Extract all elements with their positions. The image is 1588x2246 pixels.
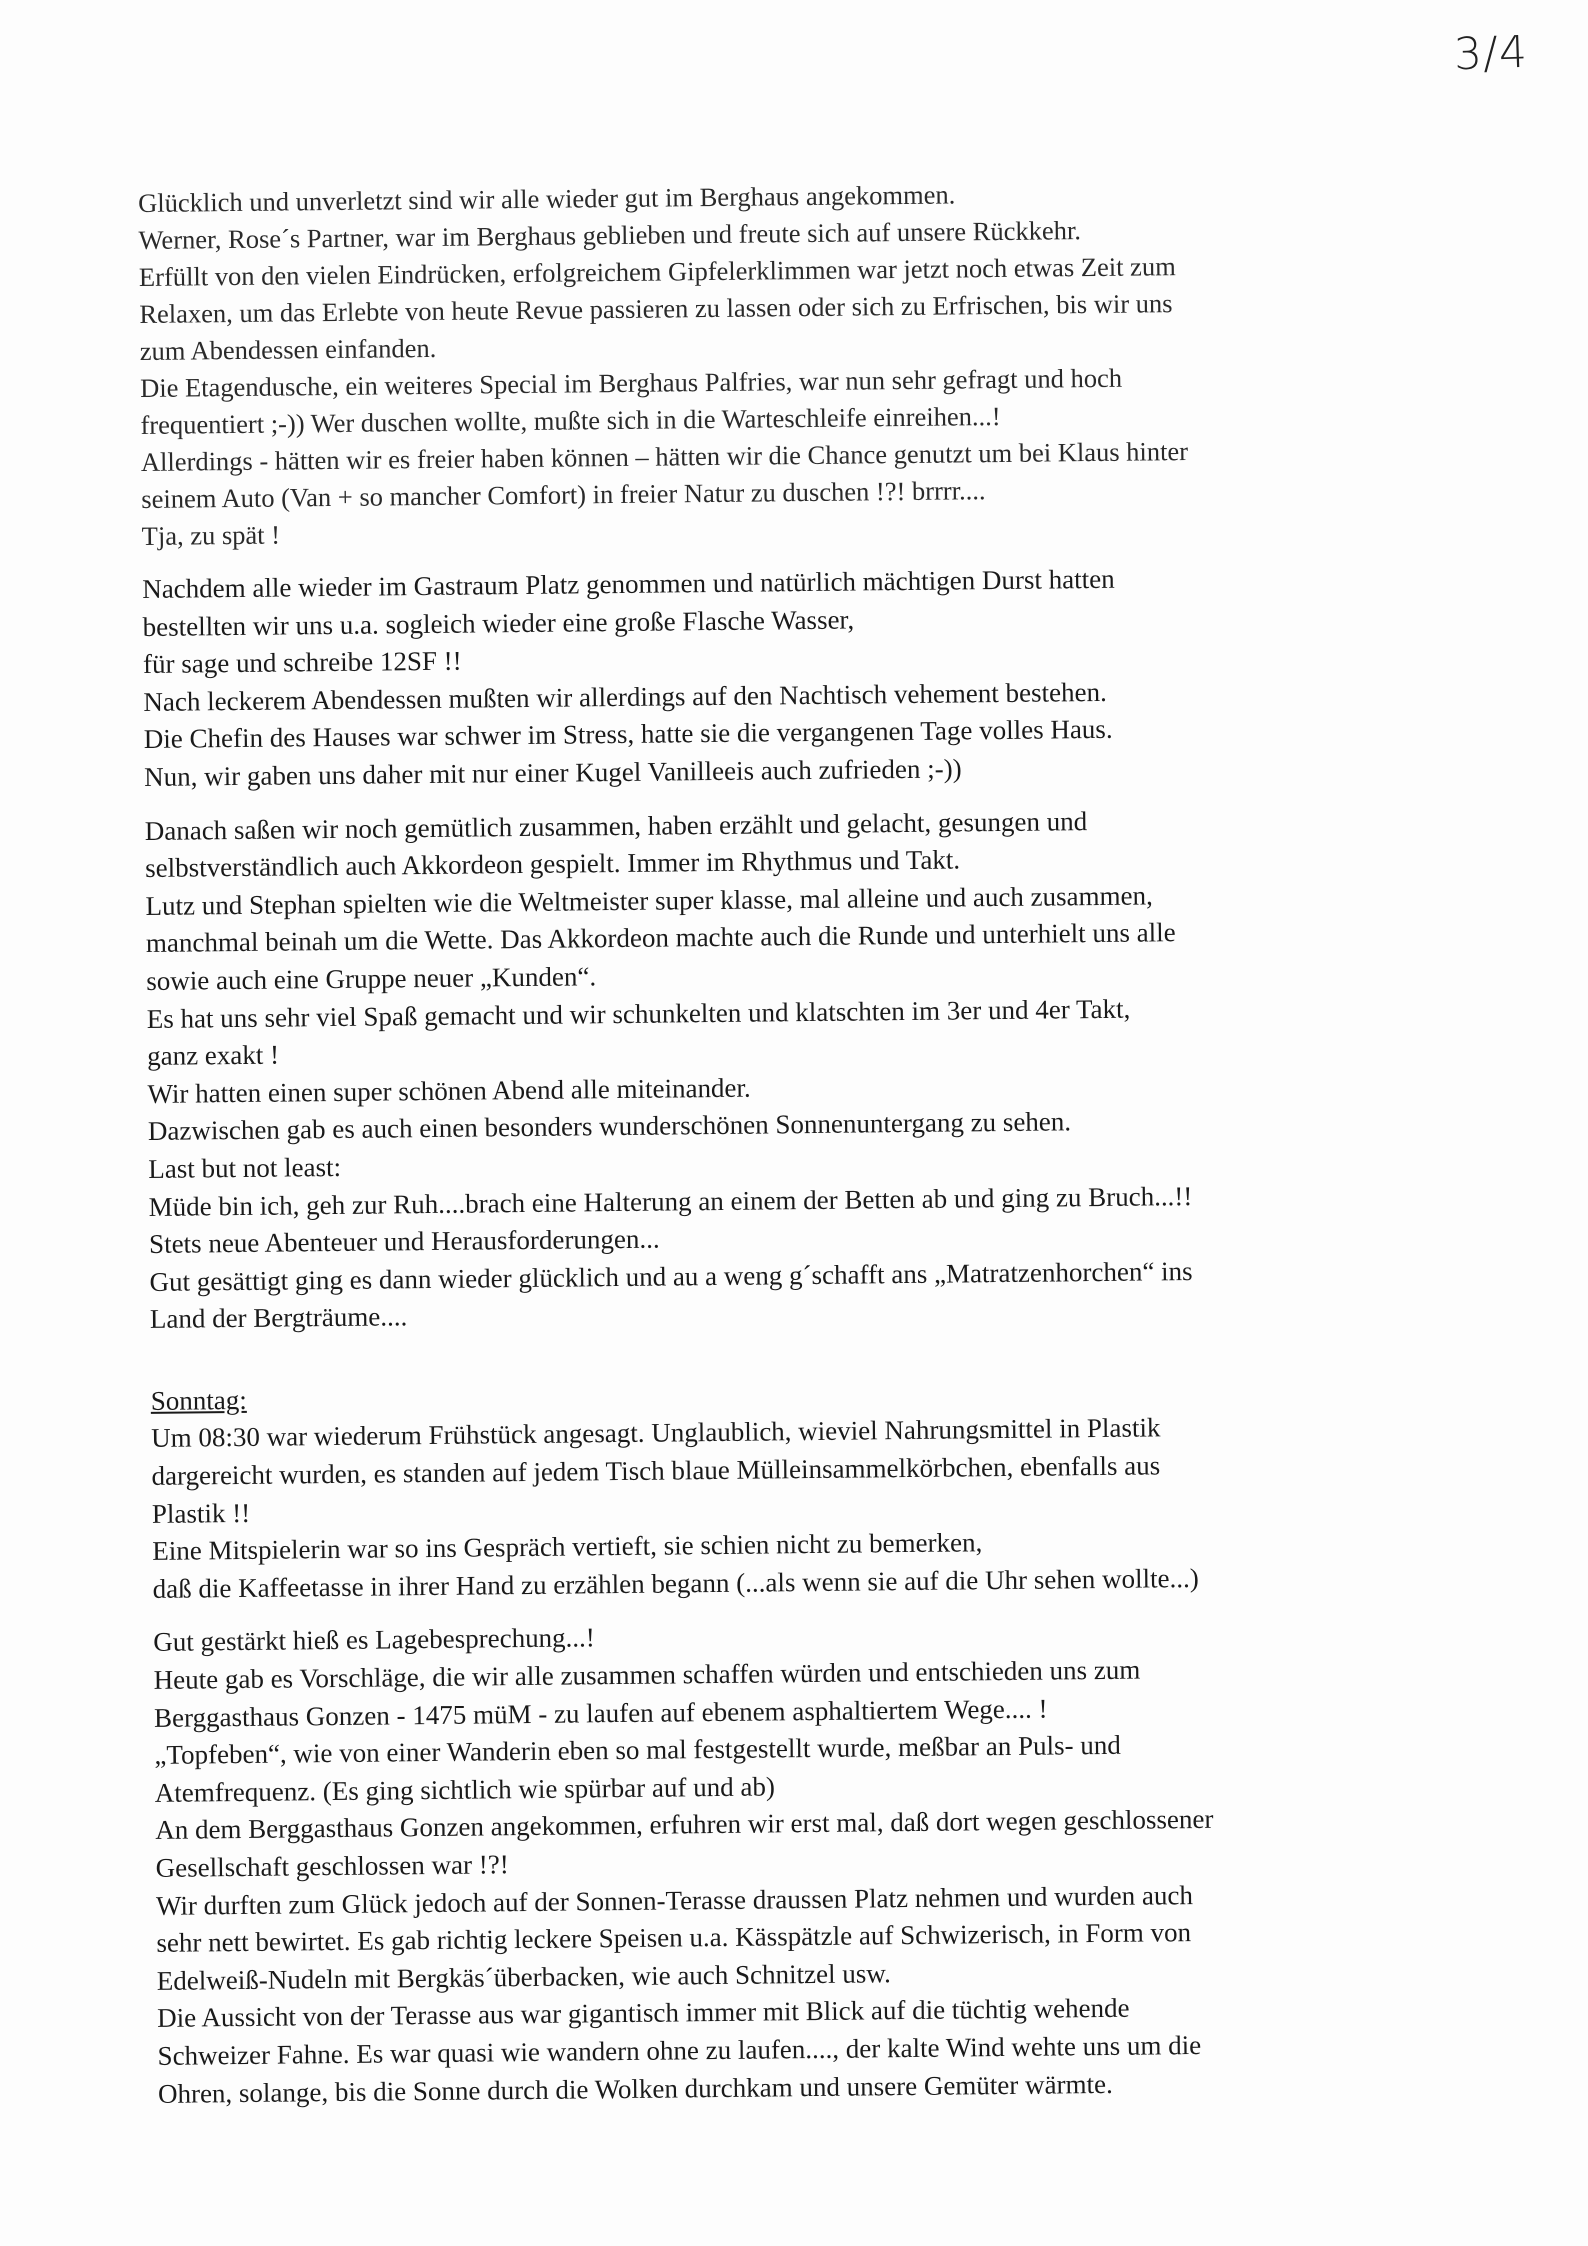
text-line: Nun, wir gaben uns daher mit nur einer Kugel Vanilleeis auch zufrieden ;-)) [144,753,962,792]
text-line: Gesellschaft geschlossen war !?! [155,1849,509,1883]
text-line: selbstverständlich auch Akkordeon gespielt. Immer im Rhythmus und Takt. [144,844,961,884]
text-line: Werner, Rose´s Partner, war im Berghaus geblieben und freute sich auf unsere Rückkehr. [138,215,1082,255]
text-line: Die Etagendusche, ein weiteres Special im Berghaus Palfries, war nun sehr gefragt und hoch [139,362,1123,403]
text-line: frequentiert ;-)) Wer duschen wollte, mußte sich in die Warteschleife einreihen...! [140,400,1001,440]
text-line: Atemfrequenz. (Es ging sichtlich wie spürbar auf und ab) [154,1771,776,1808]
text-line: manchmal beinah um die Wette. Das Akkordeon machte auch die Runde und unterhielt uns alle [145,917,1176,959]
text-line: Nachdem alle wieder im Gastraum Platz genommen und natürlich mächtigen Durst hatten [142,563,1115,604]
text-line: Last but not least: [148,1151,342,1184]
text-line: Müde bin ich, geh zur Ruh....brach eine Halterung an einem der Betten ab und ging zu Bruch...!! [148,1180,1193,1222]
text-line: daß die Kaffeetasse in ihrer Hand zu erzählen begann (...als wenn sie auf die Uhr sehen wollte...) [152,1562,1199,1604]
text-line: Gut gestärkt hieß es Lagebesprechung...! [153,1622,596,1658]
text-line: Gut gesättigt ging es dann wieder glücklich und au a weng g´schafft ans „Matratzenhorchen“ ins [149,1255,1193,1297]
text-line: Ohren, solange, bis die Sonne durch die Wolken durchkam und unsere Gemüter wärmte. [157,2068,1113,2109]
text-line: An dem Berggasthaus Gonzen angekommen, erfuhren wir erst mal, daß dort wegen geschlossener [155,1804,1214,1846]
text-line: sowie auch eine Gruppe neuer „Kunden“. [146,961,597,996]
text-line: Tja, zu spät ! [141,519,281,551]
text-line: Stets neue Abenteuer und Herausforderungen... [148,1223,660,1260]
paragraph [142,557,1444,796]
text-line: Erfüllt von den vielen Eindrücken, erfolgreichem Gipfelerklimmen war jetzt noch etwas Zeit zum [138,251,1176,292]
text-line: seinem Auto (Van + so mancher Comfort) in freier Natur zu duschen !?! brrrr.... [141,475,986,514]
text-line: dargereicht wurden, es standen auf jedem Tisch blaue Mülleinsammelkörbchen, ebenfalls aus [151,1450,1161,1491]
text-line: Edelweiß-Nudeln mit Bergkäs´überbacken, wie auch Schnitzel usw. [156,1957,891,1996]
text-line: Relaxen, um das Erlebte von heute Revue passieren zu lassen oder sich zu Erfrischen, bis wir uns [139,288,1173,329]
text-line: Nach leckerem Abendessen mußten wir allerdings auf den Nachtisch vehement bestehen. [143,676,1107,717]
text-line: Lutz und Stephan spielten wie die Weltmeister super klasse, mal alleine und auch zusammen, [145,880,1153,921]
text-line: Allerdings - hätten wir es freier haben können – hätten wir die Chance genutzt um bei Klaus hinter [140,436,1189,477]
saturday-section [138,171,1450,1338]
text-line: zum Abendessen einfanden. [139,332,437,366]
sunday-section [151,1407,1458,2113]
text-line: Es hat uns sehr viel Spaß gemacht und wir schunkelten und klatschten im 3er und 4er Takt, [146,993,1131,1034]
text-line: sehr nett bewirtet. Es gab richtig leckere Speisen u.a. Kässpätzle auf Schwizerisch, in Form von [156,1917,1192,1959]
text-line: Plastik !! [151,1497,251,1529]
page-number: 3/4 [1453,26,1529,81]
text-line: ganz exakt ! [146,1039,280,1072]
document-body [138,171,1458,2129]
text-line: „Topfeben“, wie von einer Wanderin eben so mal festgestellt wurde, meßbar an Puls- und [154,1730,1121,1771]
text-line: Berggasthaus Gonzen - 1475 müM - zu laufen auf ebenem asphaltiertem Wege.... ! [153,1693,1048,1733]
text-line: Eine Mitspielerin war so ins Gespräch vertieft, sie schien nicht zu bemerken, [152,1527,983,1567]
text-line: Wir hatten einen super schönen Abend alle miteinander. [147,1072,751,1109]
paragraph [145,799,1450,1339]
text-line: für sage und schreibe 12SF !! [142,645,462,680]
text-line: Dazwischen gab es auch einen besonders wunderschönen Sonnenuntergang zu sehen. [147,1106,1072,1147]
paragraph [151,1407,1453,1609]
text-line: Um 08:30 war wiederum Frühstück angesagt. Unglaublich, wieviel Nahrungsmittel in Plastik [150,1412,1161,1454]
text-line: Heute gab es Vorschläge, die wir alle zusammen schaffen würden und entschieden uns zum [153,1654,1141,1695]
text-line: Schweizer Fahne. Es war quasi wie wandern ohne zu laufen...., der kalte Wind wehte uns um die [157,2029,1202,2071]
text-line: Danach saßen wir noch gemütlich zusammen, haben erzählt und gelacht, gesungen und [144,805,1088,846]
paragraph [138,171,1442,555]
text-line: Die Aussicht von der Terasse aus war gigantisch immer mit Blick auf die tüchtig wehende [157,1993,1130,2034]
text-line: Land der Bergträume.... [149,1301,408,1335]
paragraph [153,1611,1458,2113]
text-line: Glücklich und unverletzt sind wir alle wieder gut im Berghaus angekommen. [138,179,956,218]
text-line: Die Chefin des Hauses war schwer im Stress, hatte sie die vergangenen Tage volles Haus. [143,714,1113,755]
sunday-heading: Sonntag: [150,1384,247,1416]
text-line: bestellten wir uns u.a. sogleich wieder eine große Flasche Wasser, [142,604,855,642]
text-line: Wir durften zum Glück jedoch auf der Sonnen-Terasse draussen Platz nehmen und wurden auch [155,1879,1194,1921]
